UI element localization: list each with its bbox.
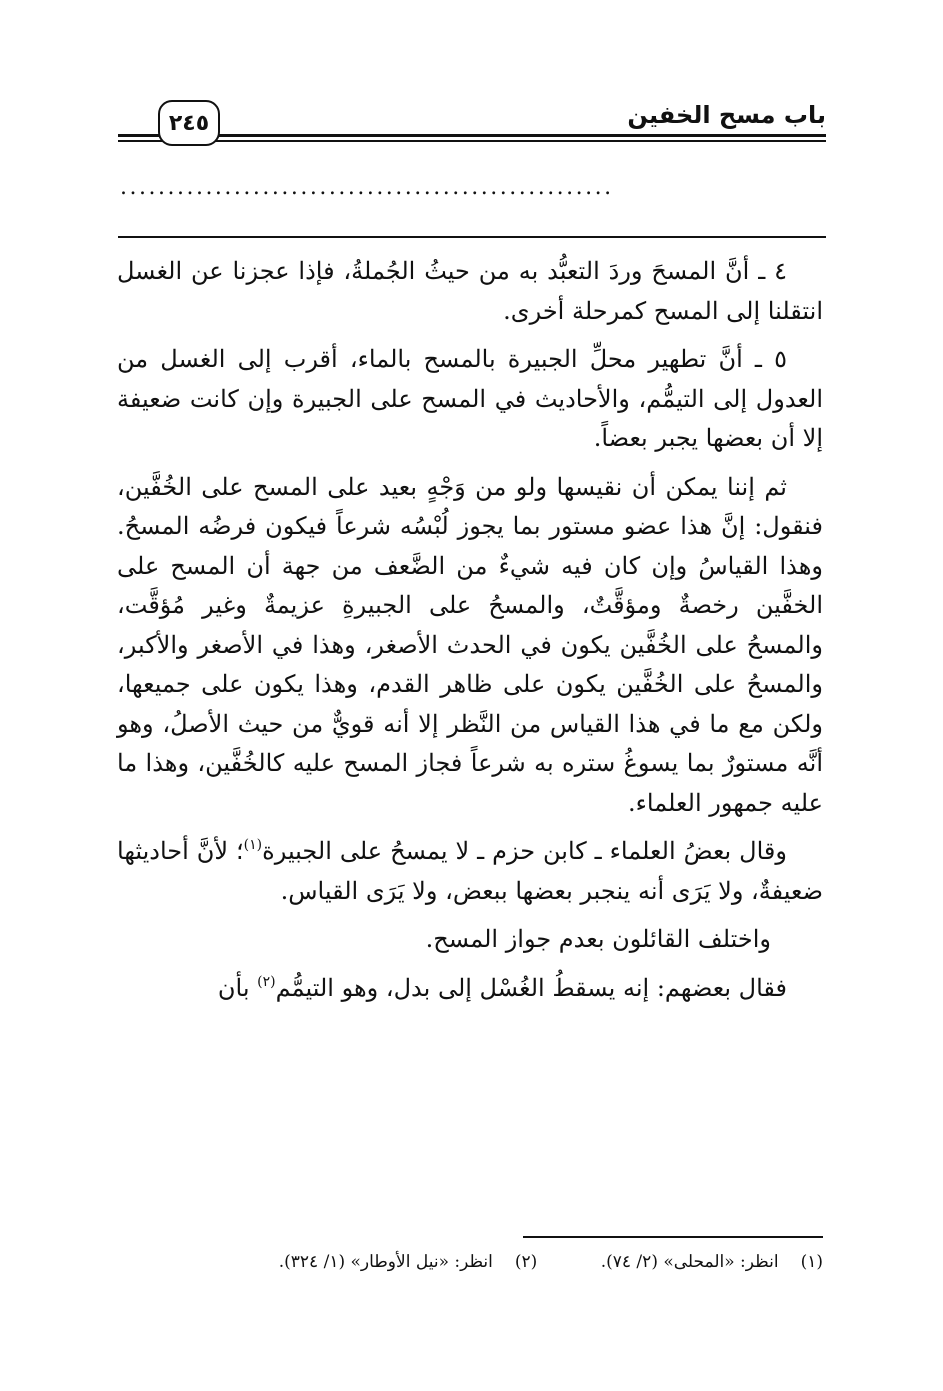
footnote-2 <box>279 1248 538 1276</box>
paragraph-text: بأن <box>217 973 258 1002</box>
footnote-rule <box>523 1236 823 1238</box>
footnote-number: (٢) <box>514 1252 538 1272</box>
page-header <box>118 96 826 156</box>
dotted-separator: .................................................... <box>120 178 614 198</box>
footnote-text: انظر: «المحلى» (٢/ ٧٤). <box>600 1252 779 1272</box>
paragraph-tayammum <box>117 969 823 1009</box>
header-rule-thin <box>118 140 826 142</box>
text-divider <box>118 236 826 238</box>
footnote-marker-2: (٢) <box>257 973 276 990</box>
paragraph-point-5: ٥ ـ أنَّ تطهير محلِّ الجبيرة بالمسح بالماء، أقرب إلى الغسل من العدول إلى التيمُّم، والأحاديث في المسح على الجبيرة وإن كانت ضعيفة إلا أن بعضها يجبر بعضاً. <box>117 345 823 452</box>
main-text <box>117 252 823 1017</box>
footnote-number: (١) <box>800 1252 823 1272</box>
page-number: ٢٤٥ <box>158 100 220 146</box>
paragraph-text: ؛ لأنَّ أحاديثها ضعيفةٌ، ولا يَرَى أنه ينجبر بعضها ببعض، ولا يَرَى القياس. <box>117 837 823 905</box>
paragraph-ibn-hazm <box>117 832 823 911</box>
paragraph-point-4: ٤ ـ أنَّ المسحَ وردَ التعبُّد به من حيثُ الجُملةُ، فإذا عجزنا عن الغسل انتقلنا إلى المسح كمرحلة أخرى. <box>117 257 823 325</box>
footnote-1 <box>601 1248 823 1276</box>
paragraph-text: وقال بعضُ العلماء ـ كابن حزم ـ لا يمسحُ على الجبيرة <box>262 837 787 865</box>
footnote-marker-1: (١) <box>243 837 263 853</box>
paragraph-analogy: ثم إننا يمكن أن نقيسها ولو من وَجْهٍ بعيد على المسح على الخُفَّين، فنقول: إنَّ هذا عضو مستور بما يجوز لُبْسُه شرعاً فيكون فرضُه المسحُ. وهذا القياسُ وإن كان فيه شيءٌ من الضَّعف من جهة أن المسح على الخفَّين رخصةٌ ومؤقَّتٌ، والمسحُ على الجبيرةِ عزيمةٌ وغير مُؤقَّت، والمسحُ على الخُفَّين يكون في الحدث الأصغر، وهذا في الأصغر والأكبر، والمسحُ على الخُفَّين يكون على ظاهر القدم، وهذا يكون على جميعها، ولكن مع ما في هذا القياس من النَّظر إلا أنه قويٌّ من حيث الأصلُ، وهو أنَّه مستورٌ بما يسوغُ ستره به شرعاً فجاز المسح عليه كالخُفَّين، وهذا ما عليه جمهور العلماء. <box>117 472 823 817</box>
chapter-title: باب مسح الخفين <box>627 101 826 129</box>
paragraph-text: فقال بعضهم: إنه يسقطُ الغُسْل إلى بدل، وهو التيمُّم <box>275 973 787 1002</box>
footnotes <box>117 1248 823 1276</box>
footnote-text: انظر: «نيل الأوطار» (١/ ٣٢٤). <box>278 1252 493 1272</box>
paragraph-disagreement: واختلف القائلون بعدم جواز المسح. <box>425 925 771 953</box>
header-rule-thick <box>118 134 826 137</box>
